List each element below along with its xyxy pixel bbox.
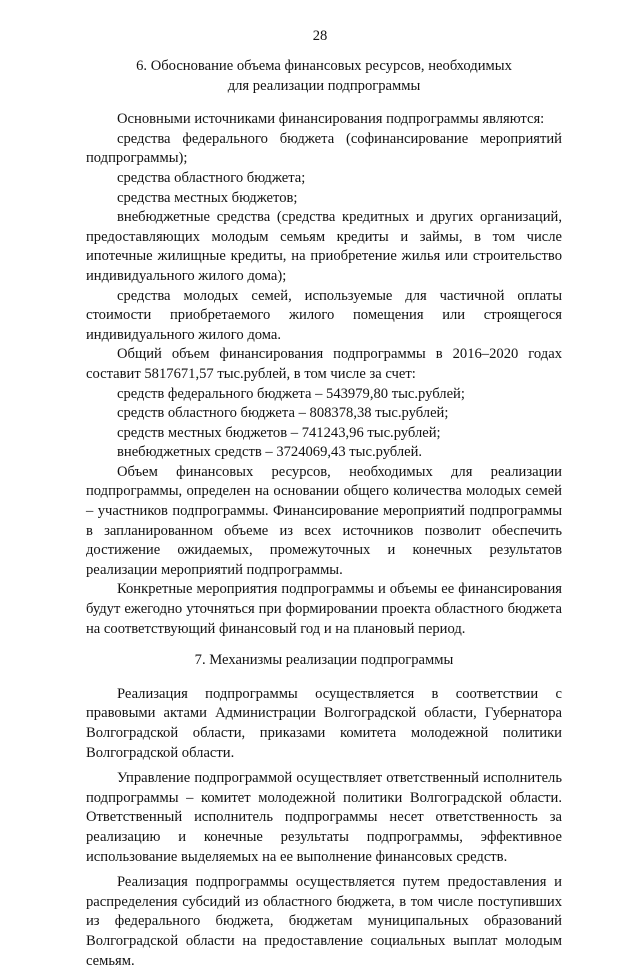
section-6-body: [86, 110, 562, 639]
section-6-title: [86, 57, 562, 96]
paragraph: Общий объем финансирования подпрограммы в 2016–2020 годах составит 5817671,57 тыс.рублей, в том числе за счет:: [86, 346, 562, 382]
page-number: 28: [312, 28, 328, 44]
section-7-title: 7. Механизмы реализации подпрограммы: [194, 652, 454, 669]
paragraph: Конкретные мероприятия подпрограммы и объемы ее финансирования будут ежегодно уточняться при формировании проекта областного бюджета на соответствующий финансовый год и на плановый период.: [86, 581, 562, 637]
paragraph: внебюджетные средства (средства кредитных и других организаций, предоставляющих молодым семьям кредиты и займы, в том числе ипотечные жилищные кредиты, на приобретение жилья или строительство индивидуального жилого дома);: [86, 209, 562, 284]
paragraph: средств местных бюджетов – 741243,96 тыс.рублей;: [117, 424, 441, 441]
section-6-title-line-2: для реализации подпрограммы: [227, 77, 421, 94]
paragraph: средств федерального бюджета – 543979,80 тыс.рублей;: [117, 385, 465, 402]
paragraph: средства молодых семей, используемые для частичной оплаты стоимости приобретаемого жилого помещения или строящегося индивидуального жилого дома.: [86, 287, 562, 343]
paragraph: Основными источниками финансирования подпрограммы являются:: [117, 111, 545, 128]
section-7-body: [86, 685, 562, 971]
paragraph: средств областного бюджета – 808378,38 тыс.рублей;: [117, 405, 449, 422]
section-6-title-line-1: 6. Обоснование объема финансовых ресурсов, необходимых: [136, 58, 512, 74]
paragraph: Реализация подпрограммы осуществляется в соответствии с правовыми актами Администрации Волгоградской области, Губернатора Волгоградской области, приказами комитета молодежной политики Волгоградской области.: [86, 685, 562, 761]
paragraph: средства областного бюджета;: [117, 169, 306, 186]
paragraph: внебюджетных средств – 3724069,43 тыс.рублей.: [117, 444, 423, 461]
paragraph: Реализация подпрограммы осуществляется путем предоставления и распределения субсидий из областного бюджета, в том числе поступивших из федерального бюджета, бюджетам муниципальных образований Волгоградской области на предоставление социальных выплат молодым семьям.: [86, 874, 562, 969]
page-content: [86, 57, 562, 971]
paragraph: Управление подпрограммой осуществляет ответственный исполнитель подпрограммы – комитет молодежной политики Волгоградской области. Ответственный исполнитель подпрограммы несет ответственность за реализацию и конечные результаты подпрограммы, эффективное использование выделяемых на ее выполнение финансовых средств.: [86, 770, 562, 865]
paragraph: средства местных бюджетов;: [117, 189, 298, 206]
paragraph: средства федерального бюджета (софинансирование мероприятий подпрограммы);: [86, 130, 562, 167]
paragraph: Объем финансовых ресурсов, необходимых для реализации подпрограммы, определен на основании общего количества молодых семей – участников подпрограммы. Финансирование мероприятий подпрограммы в запланированном объеме из всех источников позволит обеспечить достижение ожидаемых, промежуточных и конечных результатов реализации мероприятий подпрограммы.: [86, 463, 562, 578]
